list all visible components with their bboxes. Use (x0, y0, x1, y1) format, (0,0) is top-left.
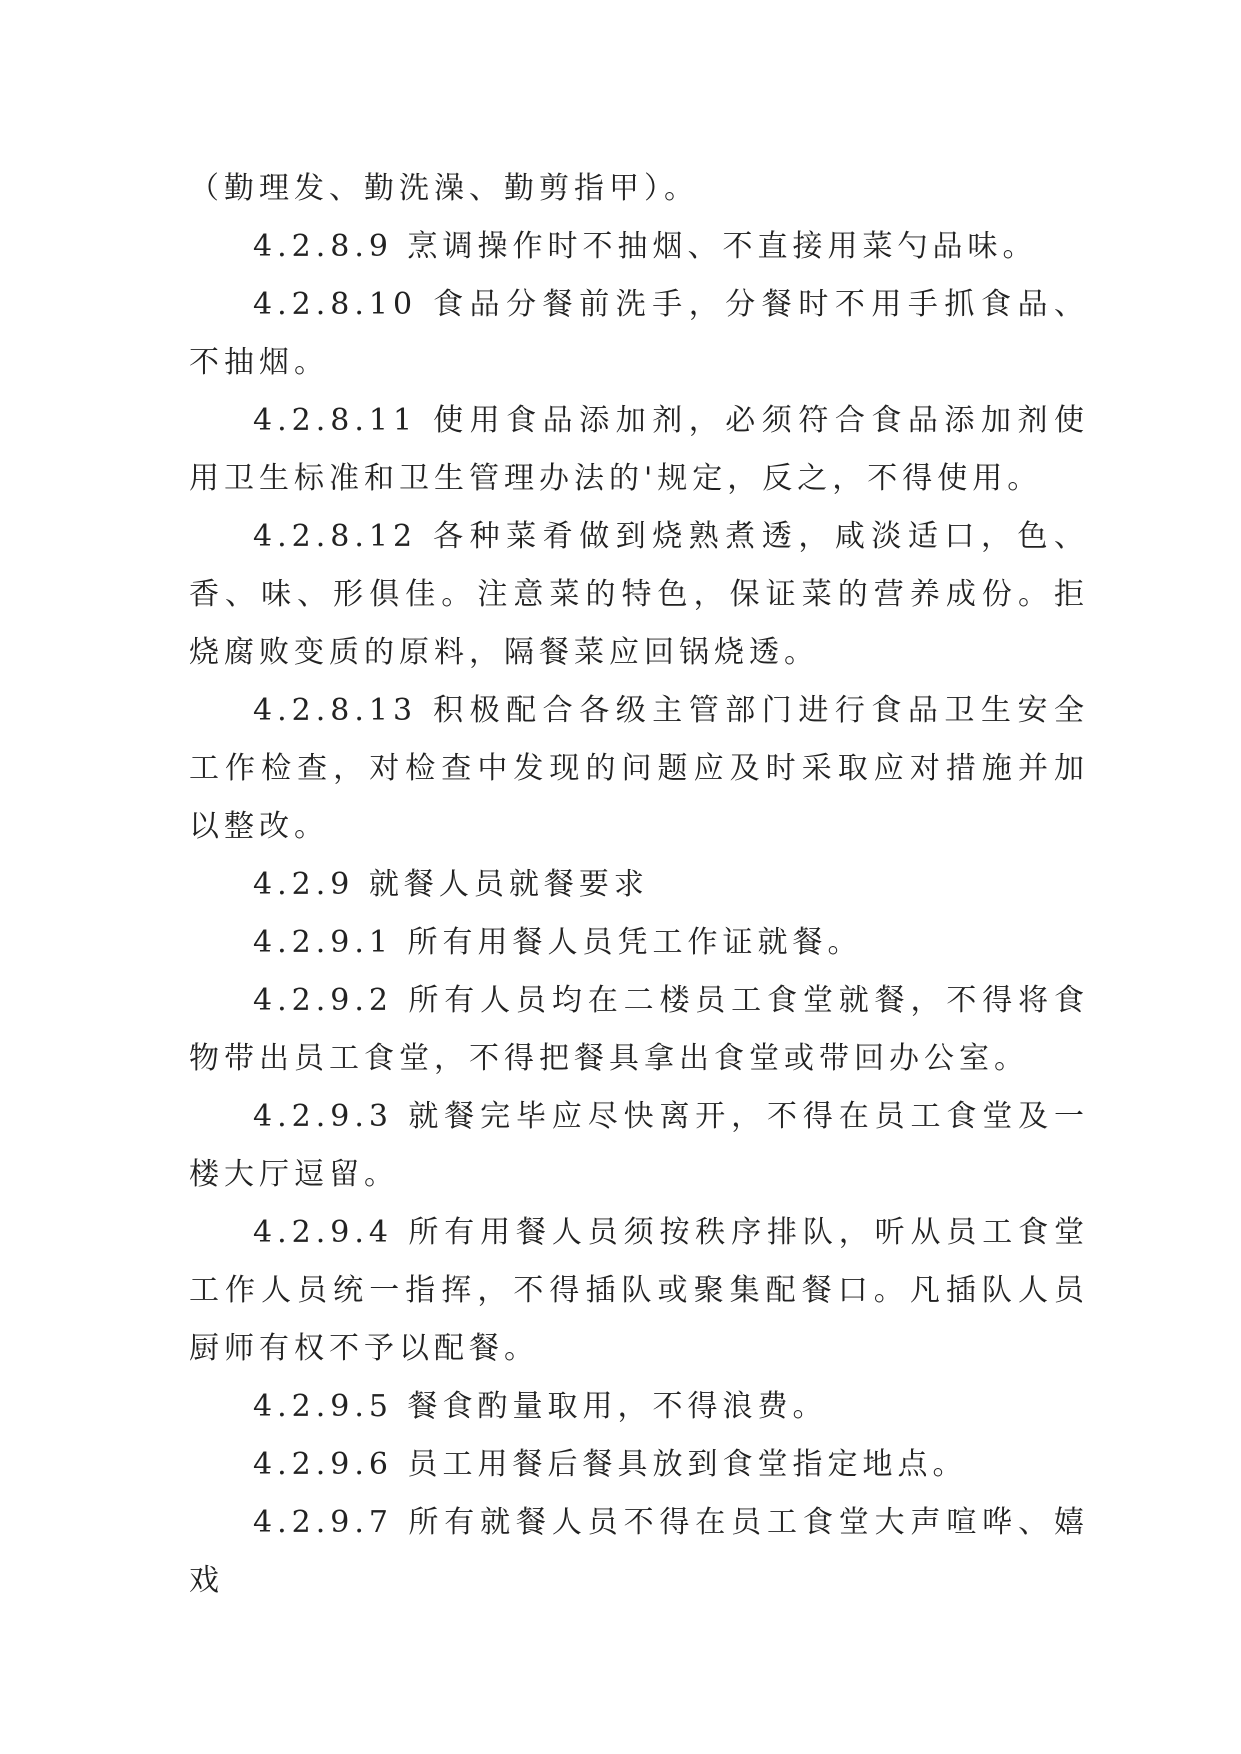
paragraph-4-2-9-2: 4.2.9.2 所有人员均在二楼员工食堂就餐，不得将食物带出员工食堂，不得把餐具拿出食堂或带回办公室。 (189, 983, 1089, 1076)
paragraph-4-2-9-1: 4.2.9.1 所有用餐人员凭工作证就餐。 (253, 925, 863, 960)
paragraph-4-2-9-5: 4.2.9.5 餐食酌量取用，不得浪费。 (253, 1389, 828, 1424)
paragraph-4-2-8-11: 4.2.8.11 使用食品添加剂，必须符合食品添加剂使用卫生标准和卫生管理办法的'规定，反之，不得使用。 (189, 403, 1089, 496)
paragraph-4-2-9-7: 4.2.9.7 所有就餐人员不得在员工食堂大声喧哗、嬉戏 (189, 1505, 1089, 1598)
paragraph-4-2-9-6: 4.2.9.6 员工用餐后餐具放到食堂指定地点。 (253, 1447, 968, 1482)
paragraph-continuation: （勤理发、勤洗澡、勤剪指甲）。 (189, 171, 699, 206)
paragraph-4-2-9-3: 4.2.9.3 就餐完毕应尽快离开，不得在员工食堂及一楼大厅逗留。 (189, 1099, 1089, 1192)
paragraph-4-2-9-4: 4.2.9.4 所有用餐人员须按秩序排队，听从员工食堂工作人员统一指挥，不得插队或聚集配餐口。凡插队人员厨师有权不予以配餐。 (189, 1215, 1089, 1366)
document-body (189, 160, 1089, 1610)
paragraph-4-2-8-13: 4.2.8.13 积极配合各级主管部门进行食品卫生安全工作检查，对检查中发现的问题应及时采取应对措施并加以整改。 (189, 693, 1089, 844)
paragraph-4-2-8-10: 4.2.8.10 食品分餐前洗手，分餐时不用手抓食品、不抽烟。 (189, 287, 1089, 380)
section-heading-4-2-9: 4.2.9 就餐人员就餐要求 (253, 867, 649, 902)
paragraph-4-2-8-12: 4.2.8.12 各种菜肴做到烧熟煮透，咸淡适口，色、香、味、形俱佳。注意菜的特色，保证菜的营养成份。拒烧腐败变质的原料，隔餐菜应回锅烧透。 (189, 519, 1089, 670)
paragraph-4-2-8-9: 4.2.8.9 烹调操作时不抽烟、不直接用菜勺品味。 (253, 229, 1038, 264)
